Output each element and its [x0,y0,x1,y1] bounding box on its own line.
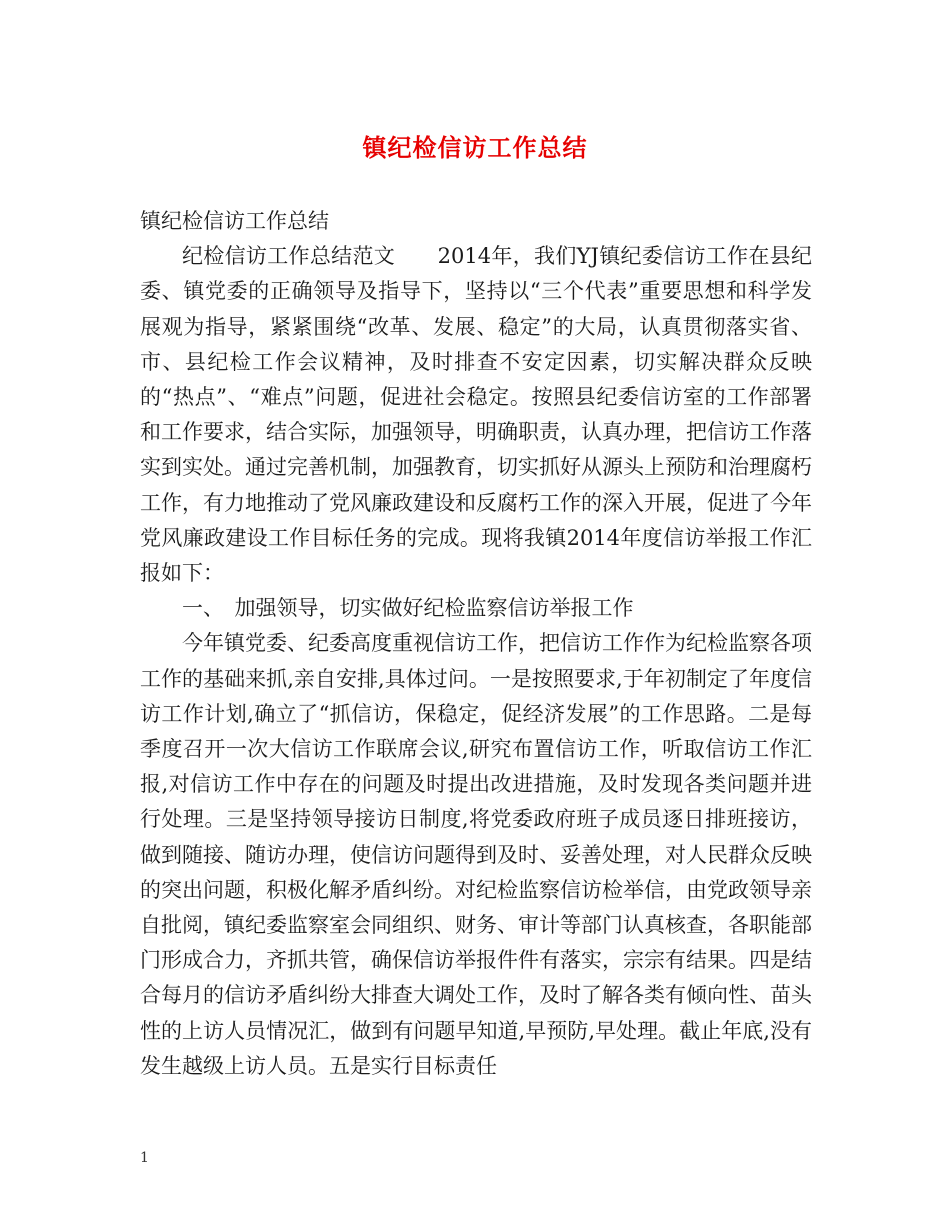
section-heading-1: 一、 加强领导，切实做好纪检监察信访举报工作 [182,596,634,621]
paragraph-section-1: 今年镇党委、纪委高度重视信访工作，把信访工作作为纪检监察各项工作的基础来抓,亲自安排,具体过问。一是按照要求,于年初制定了年度信访工作计划,确立了“抓信访，保稳定，促经济发展”的工作思路。二是每季度召开一次大信访工作联席会议,研究布置信访工作，听取信访工作汇报,对信访工作中存在的问题及时提出改进措施，及时发现各类问题并进行处理。三是坚持领导接访日制度,将党委政府班子成员逐日排班接访，做到随接、随访办理，使信访问题得到及时、妥善处理，对人民群众反映的突出问题，积极化解矛盾纠纷。对纪检监察信访检举信，由党政领导亲自批阅，镇纪委监察室会同组织、财务、审计等部门认真核查，各职能部门形成合力，齐抓共管，确保信访举报件件有落实，宗宗有结果。四是结合每月的信访矛盾纠纷大排查大调处工作，及时了解各类有倾向性、苗头性的上访人员情况汇，做到有问题早知道,早预防,早处理。截止年底,没有发生越级上访人员。五是实行目标责任 [140,631,812,1078]
paragraph-intro: 纪检信访工作总结范文 2014年，我们YJ镇纪委信访工作在县纪委、镇党委的正确领导及指导下，坚持以“三个代表”重要思想和科学发展观为指导，紧紧围绕“改革、发展、稳定”的大局，认真贯彻落实省、市、县纪检工作会议精神，及时排查不安定因素，切实解决群众反映的“热点”、“难点”问题，促进社会稳定。按照县纪委信访室的工作部署和工作要求，结合实际，加强领导，明确职责，认真办理，把信访工作落实到实处。通过完善机制，加强教育，切实抓好从源头上预防和治理腐朽工作，有力地推动了党风廉政建设和反腐朽工作的深入开展，促进了今年党风廉政建设工作目标任务的完成。现将我镇2014年度信访举报工作汇报如下： [140,244,812,586]
document-subtitle: 镇纪检信访工作总结 [140,209,329,233]
document-body [140,204,812,1084]
page-number: 1 [140,1150,149,1166]
document-title: 镇纪检信访工作总结 [362,134,588,162]
